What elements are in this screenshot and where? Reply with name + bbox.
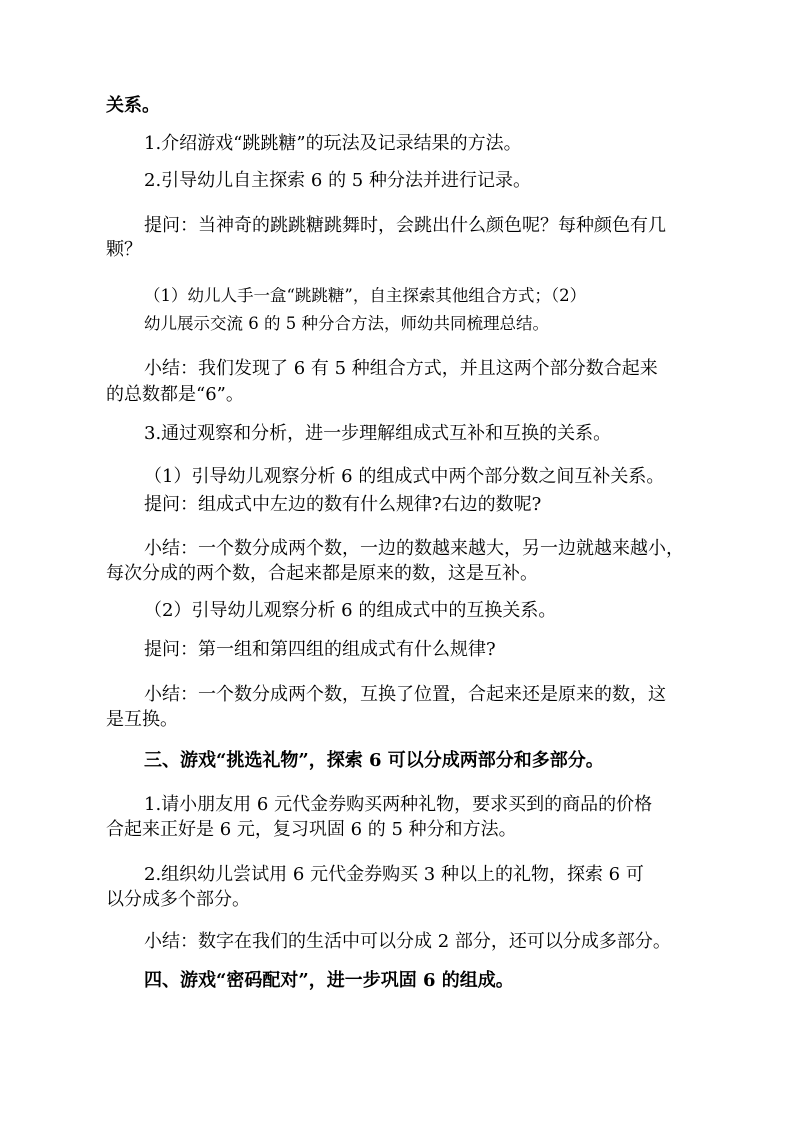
text-line: 合起来正好是 6 元，复习巩固 6 的 5 种分和方法。 [106,819,517,840]
text-line: （2）引导幼儿观察分析 6 的组成式中的互换关系。 [144,600,557,621]
text-line: 1.请小朋友用 6 元代金券购买两种礼物，要求买到的商品的价格 [144,794,653,815]
text-line: 小结：数字在我们的生活中可以分成 2 部分，还可以分成多部分。 [144,931,671,952]
text-line: （1）引导幼儿观察分析 6 的组成式中两个部分数之间互补关系。 [144,466,665,487]
text-line: 小结：我们发现了 6 有 5 种组合方式，并且这两个部分数合起来 [144,358,658,379]
text-line: 以分成多个部分。 [106,889,250,910]
text-line: 2.引导幼儿自主探索 6 的 5 种分法并进行记录。 [144,170,531,191]
text-line: 1.介绍游戏“跳跳糖”的玩法及记录结果的方法。 [144,133,522,154]
text-line: 的总数都是“6”。 [106,384,244,405]
text-line: 幼儿展示交流 6 的 5 种分合方法，师幼共同梳理总结。 [144,314,549,333]
text-line: 每次分成的两个数，合起来都是原来的数，这是互补。 [106,563,538,584]
text-line: （1）幼儿人手一盒“跳跳糖”，自主探索其他组合方式；（2） [144,286,587,305]
text-line: 2.组织幼儿尝试用 6 元代金券购买 3 种以上的礼物，探索 6 可 [144,864,644,885]
section-heading: 四、游戏“密码配对”，进一步巩固 6 的组成。 [144,970,514,991]
text-line: 是互换。 [106,709,178,730]
text-line: 颗？ [106,239,142,260]
text-line: 小结：一个数分成两个数，互换了位置，合起来还是原来的数，这 [144,684,666,705]
text-line: 3.通过观察和分析，进一步理解组成式互补和互换的关系。 [144,423,612,444]
text-line: 提问：第一组和第四组的组成式有什么规律? [144,639,496,660]
text-line: 提问：当神奇的跳跳糖跳舞时，会跳出什么颜色呢？每种颜色有几 [144,215,666,236]
section-heading: 三、游戏“挑选礼物”，探索 6 可以分成两部分和多部分。 [144,750,604,771]
text-line: 关系。 [106,95,160,116]
text-line: 小结：一个数分成两个数，一边的数越来越大，另一边就越来越小， [144,538,684,559]
text-line: 提问：组成式中左边的数有什么规律?右边的数呢? [144,494,542,515]
